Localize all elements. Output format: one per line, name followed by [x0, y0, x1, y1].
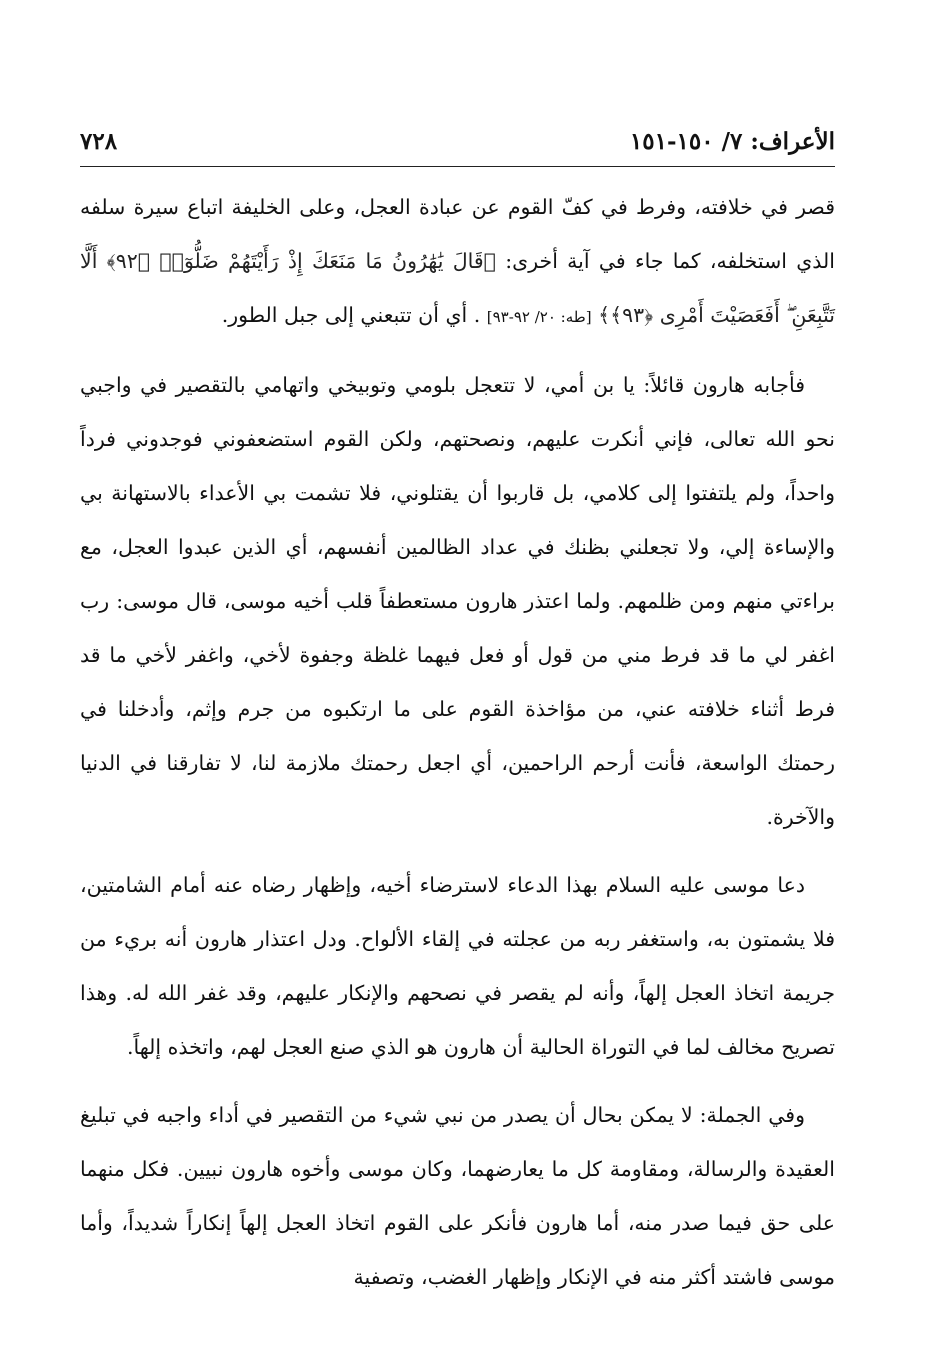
paragraph-1 — [80, 180, 835, 344]
paragraph-4: وفي الجملة: لا يمكن بحال أن يصدر من نبي شيء من التقصير في أداء واجبه في تبليغ العقيدة والرسالة، ومقاومة كل ما يعارضهما، وكان موسى وأخوه هارون نبيين. فكل منهما على حق فيما صدر منه، أما هارون فأنكر على القوم اتخاذ العجل إلهاً إنكاراً شديداً، وأما موسى فاشتد أكثر منه في الإنكار وإظهار الغضب، وتصفية — [80, 1103, 835, 1289]
header-divider — [80, 166, 835, 167]
quran-verse: ﴿قَالَ يَٰهَٰرُونُ مَا مَنَعَكَ إِذْ رَأَيْتَهُمْ ضَلُّوٓا۟ ﴿٩٢﴾ أَلَّا تَتَّبِعَنِ ۖ أَفَعَصَيْتَ أَمْرِى ﴿٩٣﴾﴾ — [80, 249, 835, 327]
paragraph-2: فأجابه هارون قائلاً: يا بن أمي، لا تتعجل بلومي وتوبيخي واتهامي بالتقصير في واجبي نحو الله تعالى، فإني أنكرت عليهم، ونصحتهم، ولكن القوم استضعفوني فوجدوني فرداً واحداً، ولم يلتفتوا إلى كلامي، بل قاربوا أن يقتلوني، فلا تشمت بي الأعداء بالاستهانة بي والإساءة إلي، ولا تجعلني بظنك في عداد الظالمين أنفسهم، أي الذين عبدوا العجل، مع براءتي منهم ومن ظلمهم. ولما اعتذر هارون مستعطفاً قلب أخيه موسى، قال موسى: رب اغفر لي ما قد فرط مني من قول أو فعل فيهما غلظة وجفوة لأخي، واغفر لأخي ما قد فرط أثناء خلافته عني، من مؤاخذة القوم على ما ارتكبوه من جرم وإثم، وأدخلنا في رحمتك الواسعة، فأنت أرحم الراحمين، أي اجعل رحمتك ملازمة لنا، لا تفارقنا في الدنيا والآخرة. — [80, 373, 835, 829]
page-number: ٧٢٨ — [80, 128, 118, 155]
page-body — [80, 180, 835, 1318]
verse-citation: [طه: ٢٠/ ٩٢-٩٣] — [486, 308, 592, 326]
surah-reference: الأعراف: ٧/ ١٥٠-١٥١ — [629, 128, 835, 155]
paragraph-1-text-end: . أي أن تتبعني إلى جبل الطور. — [221, 303, 481, 327]
page-header — [80, 128, 835, 164]
book-page — [80, 0, 835, 1369]
paragraph-1-text-start: قصر في خلافته، وفرط في كفّ القوم عن عبادة العجل، وعلى الخليفة اتباع سيرة سلفه الذي استخلفه، كما جاء في آية أخرى: — [80, 195, 835, 273]
paragraph-3: دعا موسى عليه السلام بهذا الدعاء لاسترضاء أخيه، وإظهار رضاه عنه أمام الشامتين، فلا يشمتون به، واستغفر ربه من عجلته في إلقاء الألواح. ودل اعتذار هارون أنه بريء من جريمة اتخاذ العجل إلهاً، وأنه لم يقصر في نصحهم والإنكار عليهم، وقد غفر الله له. وهذا تصريح مخالف لما في التوراة الحالية أن هارون هو الذي صنع العجل لهم، واتخذه إلهاً. — [80, 873, 835, 1059]
